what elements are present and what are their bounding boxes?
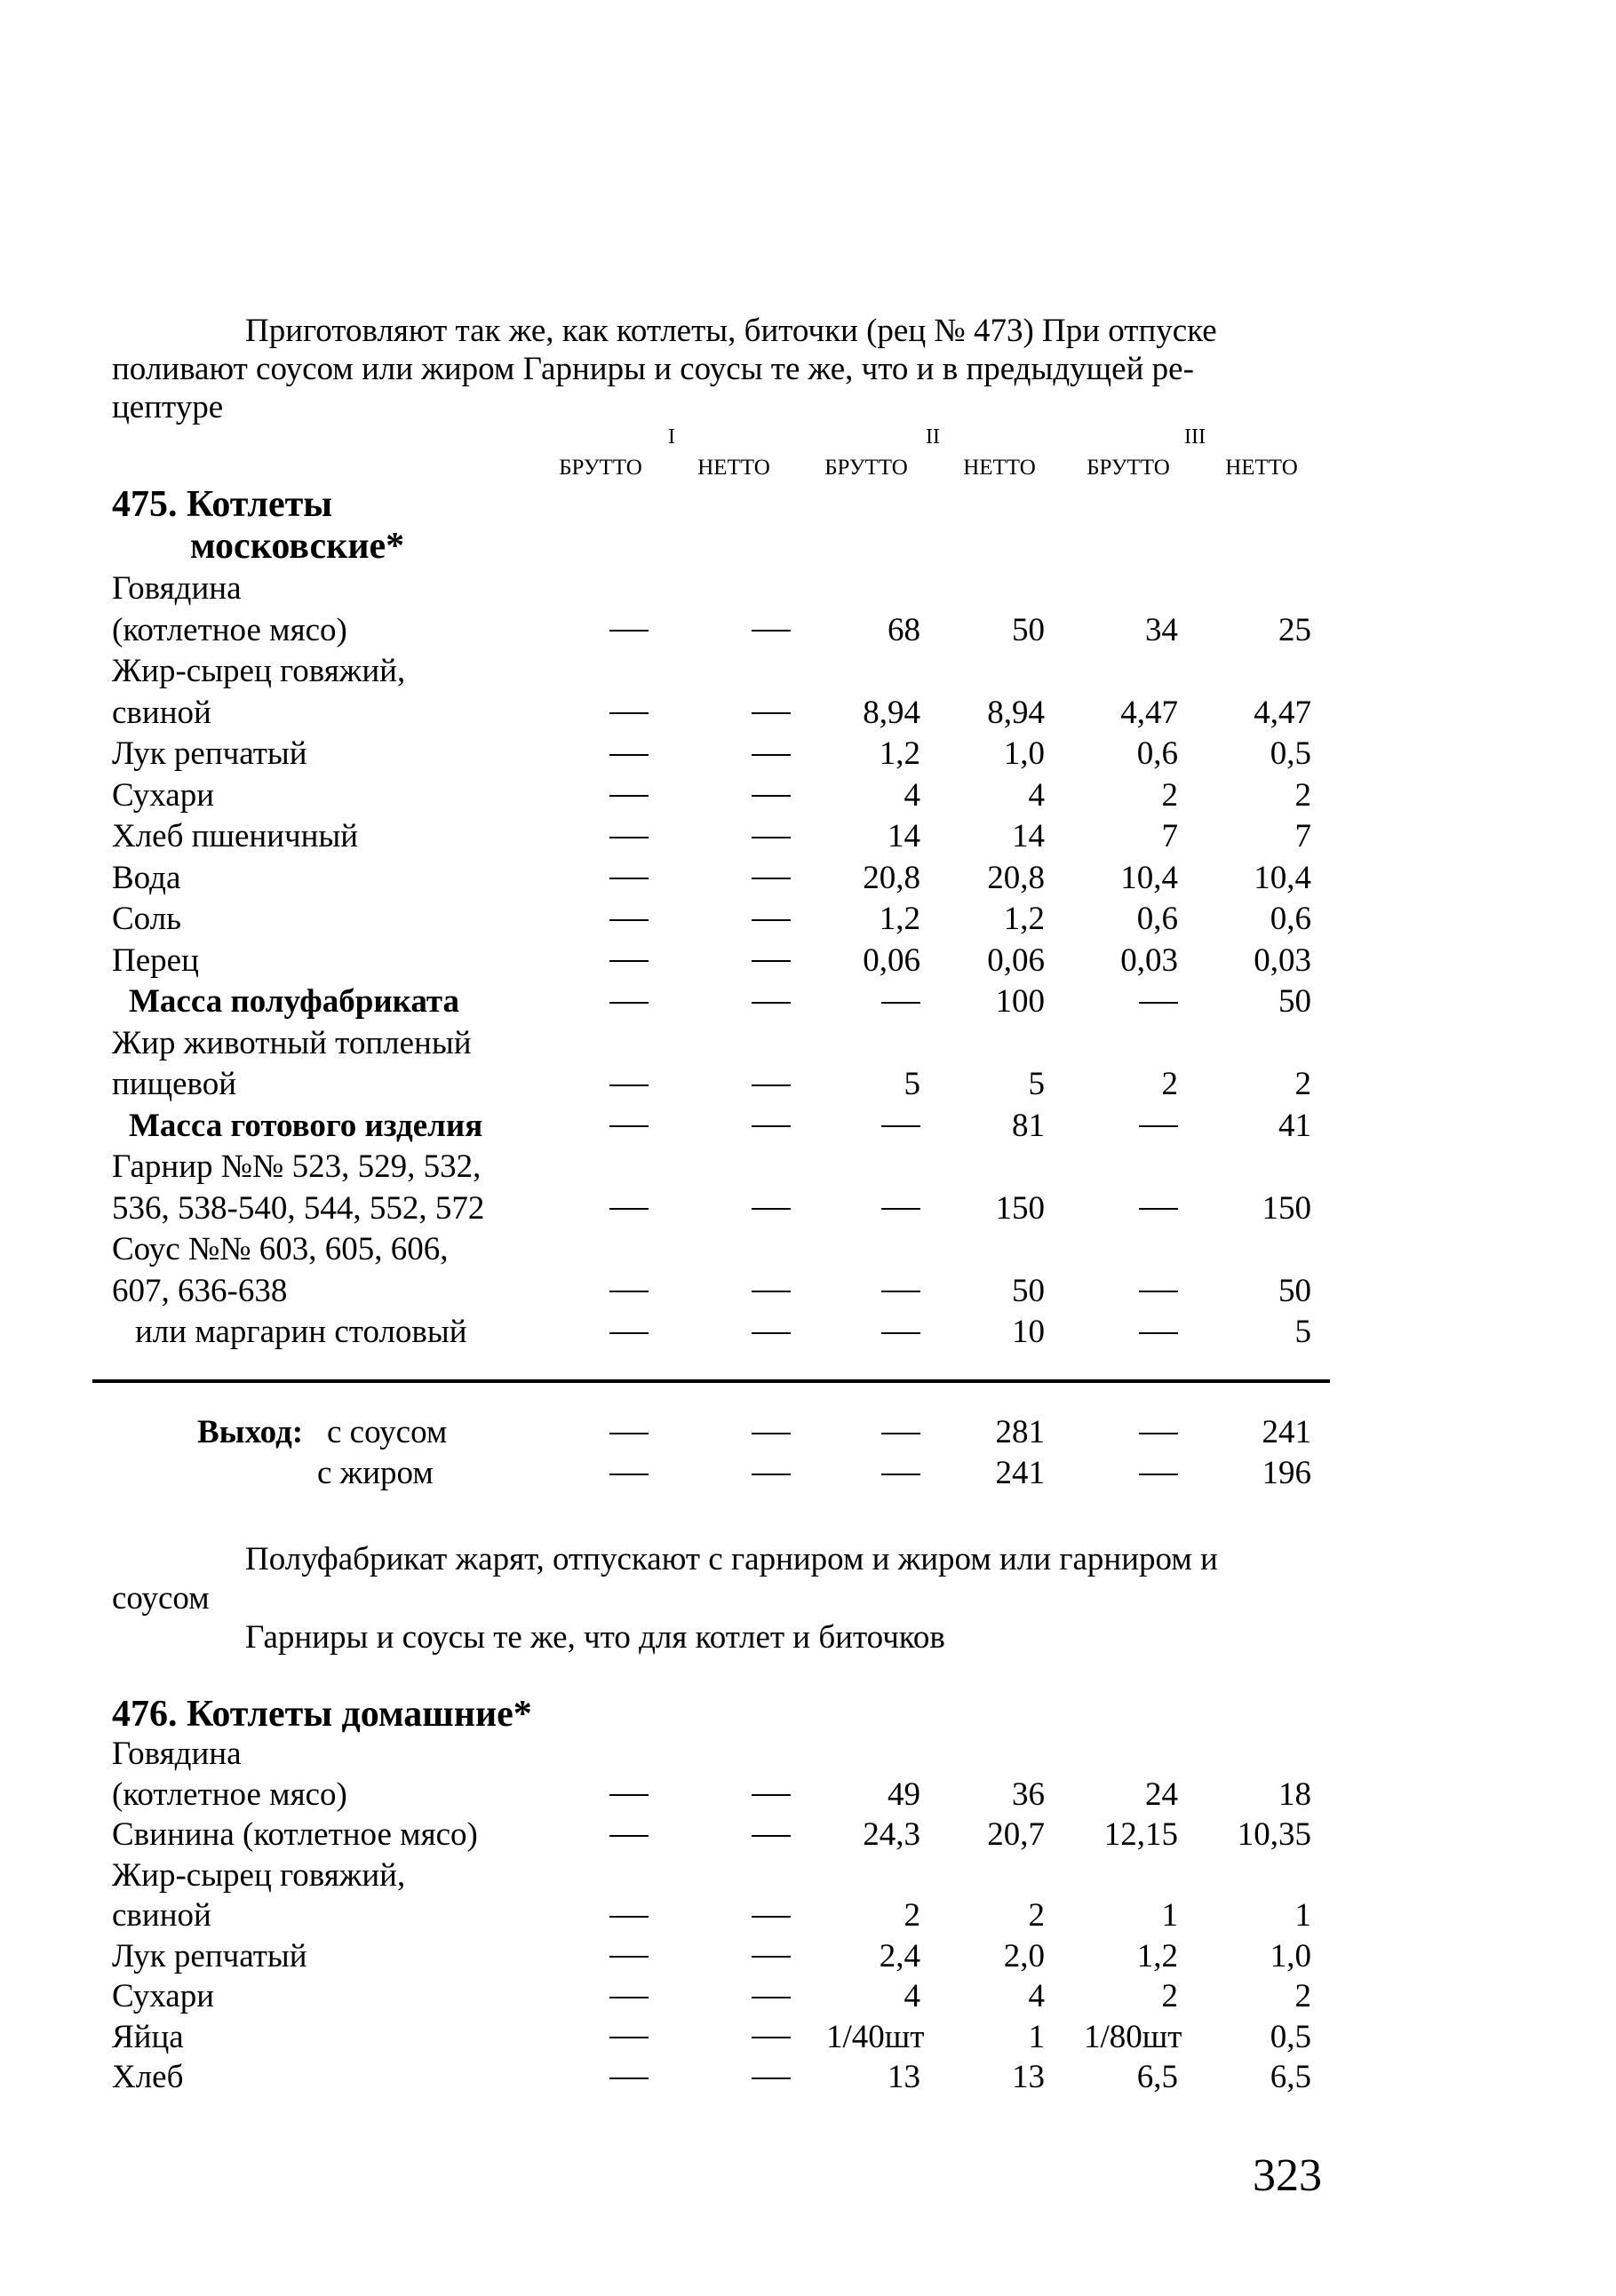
value-dash [569,2057,649,2098]
table-row [0,651,1616,692]
header-brutto-2: БРУТТО [824,456,908,480]
value-dash [569,816,649,857]
value-cell: 13 [1012,2059,1045,2095]
table-row [0,1147,1616,1188]
value-cell: 24 [1145,1776,1178,1813]
value-dash [1084,1271,1178,1312]
value-dash [711,693,791,734]
value-cell: 50 [1278,1272,1311,1309]
value-cell: 10,35 [1237,1816,1311,1853]
value-dash [569,1064,649,1105]
table-row [0,1936,1616,1977]
value-cell: 1,0 [1270,1937,1311,1974]
value-cell: 0,03 [1254,941,1311,979]
value-cell: 1 [1161,1897,1178,1934]
value-dash [711,899,791,940]
value-cell: 24,3 [863,1816,920,1853]
value-cell: 18 [1278,1776,1311,1813]
value-cell: 36 [1012,1776,1045,1813]
value-dash [826,1271,920,1312]
value-dash [711,1936,791,1977]
recipe-475-title-line-2: московские* [190,526,405,567]
row-label: или маргарин столовый [135,1314,467,1350]
value-dash [569,1188,649,1229]
table-row [0,1855,1616,1896]
value-cell: 12,15 [1103,1816,1178,1853]
row-label: Жир-сырец говяжий, [112,653,406,689]
table-row [0,1188,1616,1229]
row-label: Масса готового изделия [129,1107,483,1144]
note-line-3: Гарниры и соусы те же, что для котлет и биточков [245,1619,945,1656]
row-label: Соус №№ 603, 605, 606, [112,1231,449,1267]
table-row [0,1895,1616,1936]
note-line-2: соусом [112,1580,210,1617]
value-dash [711,2057,791,2098]
value-cell: 81 [1012,1107,1045,1144]
value-dash [569,1412,649,1453]
value-cell: 1,0 [1003,735,1045,772]
value-cell: 2 [1294,1066,1311,1102]
table-row [0,981,1616,1022]
row-label: 607, 636-638 [112,1272,288,1309]
row-label: Говядина [112,570,242,607]
row-label: Лук репчатый [112,735,307,772]
value-cell: 0,06 [987,941,1045,979]
value-dash [711,1106,791,1147]
value-dash [1084,981,1178,1022]
row-label: Хлеб пшеничный [112,818,359,854]
value-cell: 4,47 [1254,694,1311,731]
value-cell: 2 [904,1897,920,1934]
value-dash [711,734,791,775]
value-cell: 0,6 [1136,735,1178,772]
row-label: (котлетное мясо) [112,611,347,648]
value-cell: 4,47 [1120,694,1178,731]
value-dash [1084,1106,1178,1147]
value-dash [711,1976,791,2017]
value-dash [711,1271,791,1312]
intro-line-2: поливают соусом или жиром Гарниры и соусы те же, что и в предыдущей ре- [112,351,1194,387]
value-dash [569,693,649,734]
table-row [0,1064,1616,1105]
value-cell: 0,5 [1270,735,1311,772]
intro-line-1: Приготовляют так же, как котлеты, биточки (рец № 473) При отпуске [245,313,1217,349]
value-cell: 7 [1161,818,1178,854]
table-row [0,1815,1616,1855]
output-label: Выход: [197,1414,304,1450]
intro-line-3: цептуре [112,389,224,425]
value-cell: 41 [1278,1107,1311,1144]
table-row [0,775,1616,816]
value-dash [711,775,791,816]
value-dash [711,1412,791,1453]
row-label: свиной [112,1897,211,1934]
value-dash [1084,1188,1178,1229]
value-cell: 1/40шт [826,2018,925,2055]
table-row [0,899,1616,940]
value-cell: 8,94 [987,694,1045,731]
value-cell: 5 [1294,1314,1311,1350]
value-dash [711,981,791,1022]
header-netto-1: НЕТТО [697,456,770,480]
value-cell: 2 [1161,1978,1178,2014]
value-dash [711,941,791,981]
row-label: пищевой [112,1066,237,1102]
value-cell: 50 [1012,611,1045,648]
value-dash [711,1064,791,1105]
row-label: Масса полуфабриката [129,983,460,1020]
value-dash [569,734,649,775]
row-label: Яйца [112,2018,184,2055]
row-label: (котлетное мясо) [112,1776,347,1813]
row-label: Вода [112,859,181,896]
value-cell: 25 [1278,611,1311,648]
row-label: 536, 538-540, 544, 552, 572 [112,1189,485,1227]
value-cell: 0,06 [863,941,920,979]
row-label: Лук репчатый [112,1937,307,1974]
value-dash [569,1106,649,1147]
value-cell: 14 [1012,818,1045,854]
value-dash [1084,1312,1178,1353]
column-group-3: III [1184,425,1206,449]
value-dash [711,1453,791,1494]
value-cell: 281 [995,1414,1045,1450]
value-cell: 8,94 [863,694,920,731]
value-cell: 1,2 [1136,1937,1178,1974]
value-dash [569,2017,649,2058]
value-cell: 0,03 [1120,941,1178,979]
value-cell: 150 [1262,1189,1311,1227]
column-group-2: II [926,425,940,449]
value-cell: 6,5 [1270,2059,1311,2095]
value-dash [711,816,791,857]
value-dash [569,1271,649,1312]
value-cell: 10,4 [1254,859,1311,896]
row-label: Говядина [112,1736,242,1772]
value-dash [711,1895,791,1936]
row-label: Перец [112,941,199,979]
header-brutto-1: БРУТТО [559,456,642,480]
value-cell: 34 [1145,611,1178,648]
table-row [0,610,1616,651]
value-cell: 2,4 [879,1937,920,1974]
value-dash [569,1775,649,1815]
value-dash [569,1453,649,1494]
value-cell: 0,5 [1270,2018,1311,2055]
value-cell: 196 [1262,1455,1311,1491]
value-dash [826,1412,920,1453]
table-row [0,1976,1616,2017]
row-label: свиной [112,694,211,731]
value-cell: 1,2 [879,735,920,772]
value-dash [711,1775,791,1815]
table-row [0,734,1616,775]
value-cell: 13 [888,2059,920,2095]
value-cell: 241 [995,1455,1045,1491]
row-label: Свинина (котлетное мясо) [112,1816,478,1853]
value-cell: 4 [904,776,920,814]
table-row [0,1412,1616,1453]
value-dash [569,858,649,899]
row-label: Гарнир №№ 523, 529, 532, [112,1148,482,1185]
value-cell: 241 [1262,1414,1311,1450]
value-dash [826,1106,920,1147]
value-dash [569,981,649,1022]
table-row [0,816,1616,857]
table-row [0,1312,1616,1353]
value-dash [711,1188,791,1229]
value-dash [826,1188,920,1229]
value-dash [569,1895,649,1936]
value-cell: 68 [888,611,920,648]
header-brutto-3: БРУТТО [1087,456,1170,480]
value-cell: 2 [1161,776,1178,814]
value-dash [569,941,649,981]
value-cell: 6,5 [1136,2059,1178,2095]
row-label: Хлеб [112,2059,184,2095]
table-row [0,2057,1616,2098]
value-cell: 2 [1294,776,1311,814]
table-row [0,1775,1616,1815]
value-cell: 0,6 [1270,901,1311,937]
value-cell: 2 [1161,1066,1178,1102]
value-cell: 20,7 [987,1816,1045,1853]
table-row [0,693,1616,734]
value-cell: 1,2 [1003,901,1045,937]
value-dash [569,610,649,651]
value-cell: 100 [995,983,1045,1020]
value-cell: 50 [1278,983,1311,1020]
table-row [0,858,1616,899]
row-label: Соль [112,901,182,937]
value-cell: 2 [1028,1897,1045,1934]
value-dash [711,610,791,651]
value-cell: 5 [1028,1066,1045,1102]
value-cell: 150 [995,1189,1045,1227]
row-label: Сухари [112,1978,214,2014]
value-cell: 1 [1028,2018,1045,2055]
recipe-475-title-line-1: 475. Котлеты [112,484,333,525]
value-dash [569,899,649,940]
table-row [0,1453,1616,1494]
column-group-1: I [668,425,675,449]
table-row [0,1271,1616,1312]
value-dash [711,1312,791,1353]
section-divider [92,1379,1330,1383]
table-row [0,1106,1616,1147]
value-cell: 2,0 [1003,1937,1045,1974]
header-netto-2: НЕТТО [963,456,1036,480]
table-row [0,1229,1616,1270]
row-label: Сухари [112,776,214,814]
table-row [0,1023,1616,1064]
value-cell: 49 [888,1776,920,1813]
value-dash [711,858,791,899]
value-cell: 2 [1294,1978,1311,2014]
value-cell: 7 [1294,818,1311,854]
header-netto-3: НЕТТО [1225,456,1298,480]
value-dash [711,1815,791,1855]
note-line-1: Полуфабрикат жарят, отпускают с гарниром и жиром или гарниром и [245,1541,1218,1577]
value-cell: 5 [904,1066,920,1102]
value-dash [1084,1412,1178,1453]
value-dash [569,1936,649,1977]
value-cell: 1/80шт [1084,2018,1182,2055]
value-cell: 0,6 [1136,901,1178,937]
value-dash [569,1312,649,1353]
table-row [0,941,1616,981]
value-cell: 4 [1028,776,1045,814]
value-cell: 1,2 [879,901,920,937]
value-cell: 10 [1012,1314,1045,1350]
value-dash [569,1815,649,1855]
value-dash [1084,1453,1178,1494]
value-cell: 1 [1294,1897,1311,1934]
value-dash [711,2017,791,2058]
value-dash [569,775,649,816]
table-row [0,568,1616,609]
value-cell: 14 [888,818,920,854]
value-cell: 10,4 [1120,859,1178,896]
row-label: Жир животный топленый [112,1024,472,1061]
table-row [0,2017,1616,2058]
value-cell: 4 [904,1978,920,2014]
value-cell: 4 [1028,1978,1045,2014]
row-label: Жир-сырец говяжий, [112,1856,406,1894]
row-label: с жиром [317,1455,434,1491]
value-dash [826,981,920,1022]
value-dash [826,1312,920,1353]
table-row [0,1734,1616,1775]
value-dash [569,1976,649,2017]
value-cell: 50 [1012,1272,1045,1309]
value-dash [826,1453,920,1494]
value-cell: 20,8 [863,859,920,896]
page-number: 323 [1253,2150,1322,2201]
row-label: с соусом [327,1414,448,1450]
recipe-476-title: 476. Котлеты домашние* [112,1694,532,1735]
value-cell: 20,8 [987,859,1045,896]
